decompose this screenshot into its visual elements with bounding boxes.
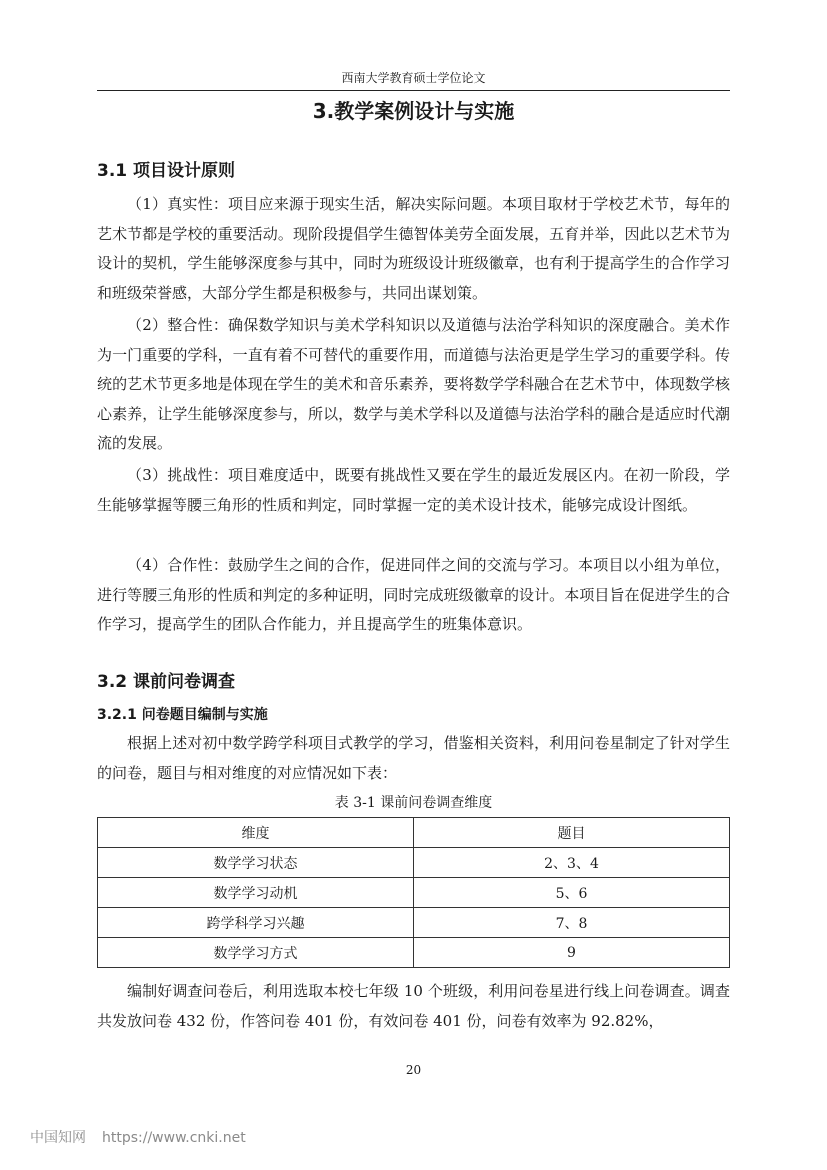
table-cell-dimension: 跨学科学习兴趣: [98, 908, 414, 938]
header-rule: [97, 90, 730, 91]
paragraph-challenge: （3）挑战性：项目难度适中，既要有挑战性又要在学生的最近发展区内。在初一阶段，学生能够掌握等腰三角形的性质和判定，同时掌握一定的美术设计技术，能够完成设计图纸。: [97, 466, 730, 514]
table-cell-question: 9: [414, 938, 730, 968]
page-number: 20: [405, 1063, 422, 1077]
table-caption: 表 3-1 课前问卷调查维度: [334, 795, 493, 811]
cnki-watermark: [30, 1127, 246, 1147]
table-cell-dimension: 数学学习动机: [98, 878, 414, 908]
paragraph-survey-intro: 根据上述对初中数学跨学科项目式教学的学习，借鉴相关资料，利用问卷星制定了针对学生的问卷，题目与相对维度的对应情况如下表：: [97, 734, 730, 782]
section-title-3-1: 3.1 项目设计原则: [97, 161, 236, 181]
subsection-title-3-2-1: 3.2.1 问卷题目编制与实施: [97, 707, 268, 723]
section-title-3-2: 3.2 课前问卷调查: [97, 672, 236, 692]
table-cell-dimension: 数学学习状态: [98, 848, 414, 878]
paragraph-integration: （2）整合性：确保数学知识与美术学科知识以及道德与法治学科知识的深度融合。美术作为一门重要的学科，一直有着不可替代的重要作用，而道德与法治更是学生学习的重要学科。传统的艺术节更多地是体现在学生的美术和音乐素养，要将数学学科融合在艺术节中，体现数学核心素养，让学生能够深度参与，所以，数学与美术学科以及道德与法治学科的融合是适应时代潮流的发展。: [97, 316, 730, 452]
chapter-title: 3.教学案例设计与实施: [312, 99, 515, 123]
paragraph-survey-closing: 编制好调查问卷后，利用选取本校七年级 10 个班级，利用问卷星进行线上问卷调查。调查共发放问卷 432 份，作答问卷 401 份，有效问卷 401 份，问卷有效率为 92.82%，: [97, 982, 730, 1030]
watermark-url: https://www.cnki.net: [102, 1130, 246, 1146]
paragraph-cooperation: （4）合作性：鼓励学生之间的合作，促进同伴之间的交流与学习。本项目以小组为单位，进行等腰三角形的性质和判定的多种证明，同时完成班级徽章的设计。本项目旨在促进学生的合作学习，提高学生的团队合作能力，并且提高学生的班集体意识。: [97, 556, 730, 633]
table-header-dimension: 维度: [98, 818, 414, 848]
table-row: [98, 878, 730, 908]
table-cell-question: 2、3、4: [414, 848, 730, 878]
running-head: 西南大学教育硕士学位论文: [341, 71, 486, 85]
paragraph-authenticity: （1）真实性：项目应来源于现实生活，解决实际问题。本项目取材于学校艺术节，每年的艺术节都是学校的重要活动。现阶段提倡学生德智体美劳全面发展，五育并举，因此以艺术节为设计的契机，学生能够深度参与其中，同时为班级设计班级徽章，也有利于提高学生的合作学习和班级荣誉感，大部分学生都是积极参与，共同出谋划策。: [97, 195, 730, 302]
survey-dimension-table: [97, 817, 730, 968]
table-row: [98, 908, 730, 938]
table-cell-question: 5、6: [414, 878, 730, 908]
table-header-row: [98, 818, 730, 848]
table-row: [98, 938, 730, 968]
table-cell-dimension: 数学学习方式: [98, 938, 414, 968]
table-row: [98, 848, 730, 878]
table-header-question: 题目: [414, 818, 730, 848]
table-cell-question: 7、8: [414, 908, 730, 938]
watermark-name: 中国知网: [30, 1130, 86, 1146]
